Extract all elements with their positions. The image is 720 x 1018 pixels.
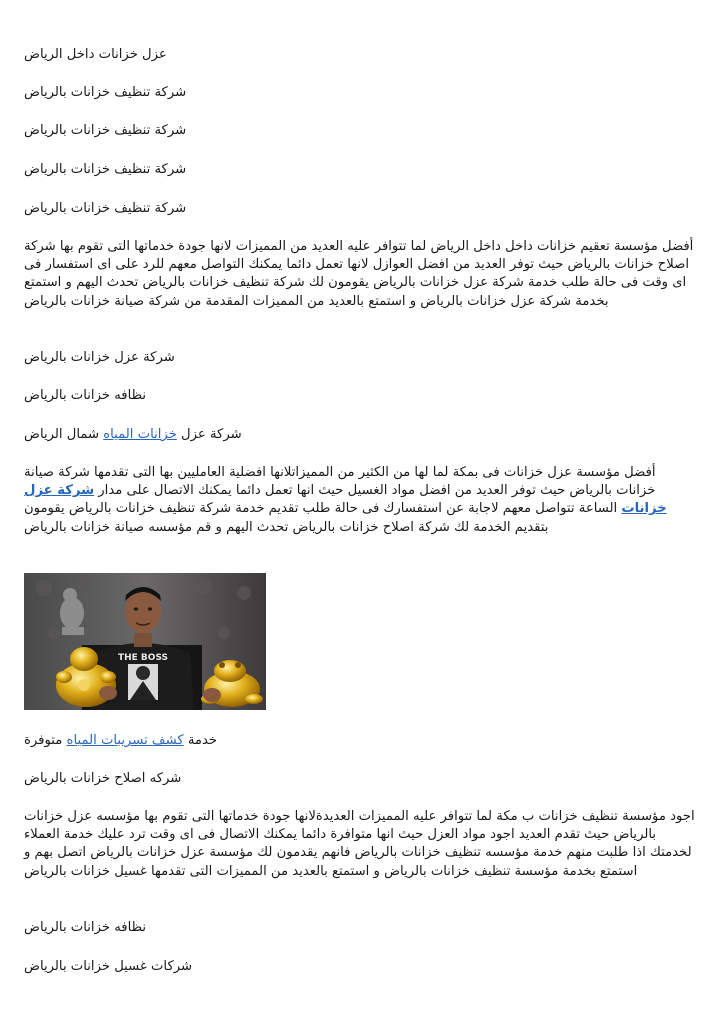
photo-illustration xyxy=(24,573,266,710)
water-tanks-link[interactable]: خزانات المياه xyxy=(103,427,177,442)
heading-cleaning-company-3: شركة تنظيف خزانات بالرياض xyxy=(24,162,187,177)
insulation-company-link[interactable]: شركة عزل خزانات xyxy=(24,483,667,517)
heading-text-end: شمال الرياض xyxy=(24,427,104,442)
heading-insulation-company: شركة عزل خزانات بالرياض xyxy=(24,350,175,365)
heading-text-start: خدمة xyxy=(183,733,218,748)
heading-cleaning-company-1: شركة تنظيف خزانات بالرياض xyxy=(24,85,187,100)
heading-washing-companies: شركات غسيل خزانات بالرياض xyxy=(24,959,193,974)
paragraph-insulation-mecca xyxy=(24,464,696,537)
heading-text-end: متوفرة xyxy=(24,733,67,748)
paragraph-text-start: أفضل مؤسسة عزل خزانات فى بمكة لما لها من الكثير من المميزاتلانها افضلية العامليين بها التى تقدمها شركة صيانة خزانات بالرياض حيث توفر العديد من افضل مواد الغسيل حيث انها تعمل دائما يمكنك الاتصال على مدار xyxy=(24,465,656,499)
heading-repair-company: شركه اصلاح خزانات بالرياض xyxy=(24,771,182,786)
heading-insulation-riyadh: عزل خزانات داخل الرياض xyxy=(24,47,167,62)
paragraph-sterilization: أفضل مؤسسة تعقيم خزانات داخل داخل الرياض لما تتوافر عليه العديد من المميزات لانها جودة خدماتها التى تقوم بها شركة اصلاح خزانات بالرياض حيث توفر العديد من افضل العوازل لانها تعمل دائما يمكنك التواصل معهم للرد على اى استفسار فى اى وقت فى حالة طلب خدمة شركة عزل خزانات بالرياض يقومون لك شركة تنظيف خزانات بالرياض تحدث اليهم و استمتع بخدمة شركة عزل خزانات بالرياض و استمتع بالعديد من المميزات المقدمة من شركة صيانة خزانات بالرياض xyxy=(24,239,694,309)
leak-detection-link[interactable]: كشف تسريبات المياه xyxy=(66,733,184,748)
heading-text-start: شركة عزل xyxy=(176,427,242,442)
heading-cleaning-company-4: شركة تنظيف خزانات بالرياض xyxy=(24,201,187,216)
paragraph-cleaning-mecca: اجود مؤسسة تنظيف خزانات ب مكة لما تتوافر عليه المميزات العديدةلانها جودة خدماتها التى تقوم بها مؤسسه عزل خزانات بالرياض حيث تقدم العديد اجود مواد العزل حيث انها متوافرة دائما يمكنك الاتصال فى اى وقت ترد عليك خدمة العملاء لخدمتك اذا طلبت منهم خدمة مؤسسه تنظيف خزانات بالرياض فانهم يقدمون لك مؤسسة عزل خزانات بالرياض اتصل بهم و استمتع بخدمة مؤسسة تنظيف خزانات بالرياض و استمتع بالعديد من المميزات التى تقدمها غسيل خزانات بالرياض xyxy=(24,809,695,879)
right-hand xyxy=(203,688,221,702)
paragraph-text-end: الساعة تتواصل معهم لاجابة عن استفسارك فى حالة طلب تقديم خدمة شركة تنظيف خزانات بالرياض يقومون بتقديم الخدمة لك شركة اصلاح خزانات بالرياض تحدث اليهم و قم مؤسسه صيانة خزانات بالرياض xyxy=(24,501,622,535)
heading-tank-cleanliness: نظافه خزانات بالرياض xyxy=(24,920,147,935)
heading-tank-cleaning: نظافه خزانات بالرياض xyxy=(24,388,147,403)
left-hand xyxy=(99,686,117,700)
heading-cleaning-company-2: شركة تنظيف خزانات بالرياض xyxy=(24,123,187,138)
man-with-golden-statues-photo xyxy=(24,573,266,710)
heading-leak-detection xyxy=(24,732,696,750)
svg-text:THE BOSS: THE BOSS xyxy=(117,653,169,663)
heading-water-tanks-north xyxy=(24,426,696,444)
